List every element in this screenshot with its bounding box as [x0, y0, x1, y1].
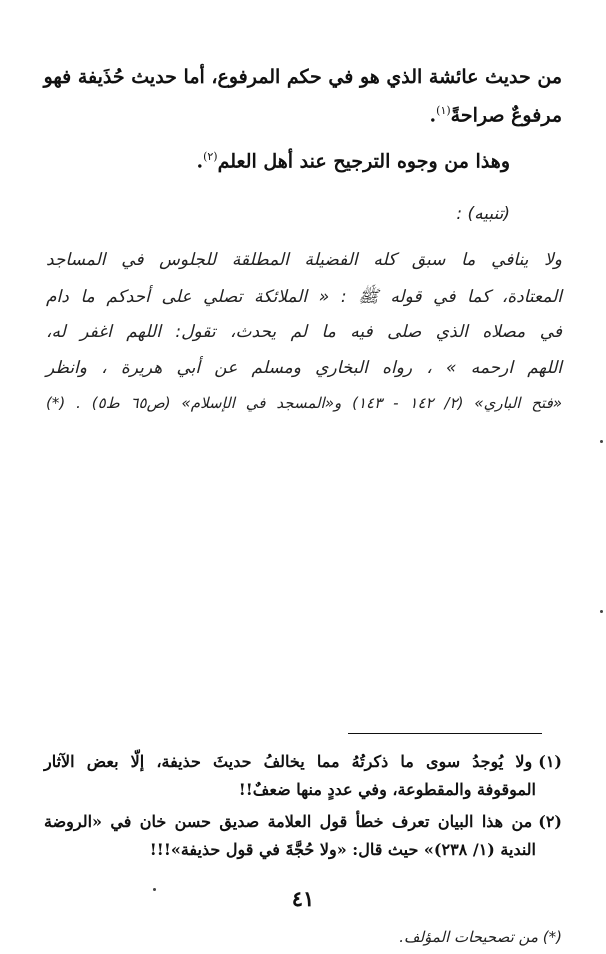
footnote-1-number: (١) [538, 752, 562, 771]
footnote-separator [348, 733, 542, 734]
scan-mark [153, 888, 156, 891]
footnote-2-number: (٢) [538, 812, 562, 831]
scan-mark [600, 610, 603, 613]
handwritten-line-2: المعتادة، كما في قوله ﷺ : « الملائكة تصلي على أحدكم ما دام [46, 287, 562, 307]
main-text-line-3-end: . [196, 150, 204, 173]
main-text-line-3 [196, 150, 510, 172]
page-number: ٤١ [291, 886, 315, 911]
footnote-1-line-2: الموقوفة والمقطوعة، وفي عددٍ منها ضعفٌ!! [238, 780, 536, 799]
footnote-1-text-1: ولا يُوجدُ سوى ما ذكرتُهُ مما يخالفُ حديثَ حذيفة، إلّا بعض الآثار [44, 752, 533, 771]
handwritten-heading: (تنبيه) : [456, 204, 510, 224]
main-text-line-2-body: مرفوعٌ صراحةً [450, 104, 562, 127]
main-text-line-2 [430, 104, 562, 126]
footnote-1-line-1 [44, 752, 562, 771]
handwritten-line-5: «فتح الباري» (٢/ ١٤٢ - ١٤٣) و«المسجد في الإسلام» (ص٦٥ ط٥) . (*) [46, 394, 562, 412]
footnote-2-line-2: الندية (١/ ٢٣٨)» حيث قال: «ولا حُجَّةَ في قول حذيفة»!!! [149, 840, 536, 859]
author-correction-note: (*) من تصحيحات المؤلف. [399, 928, 562, 946]
footnote-2-line-1 [44, 812, 562, 831]
footnote-ref-2[interactable]: (٢) [203, 150, 218, 163]
scan-mark [600, 440, 603, 443]
handwritten-line-1: ولا ينافي ما سبق كله الفضيلة المطلقة للجلوس في المساجد [46, 250, 562, 270]
main-text-line-2-end: . [429, 104, 437, 127]
footnote-ref-1[interactable]: (١) [436, 104, 451, 117]
footnote-2-text-1: من هذا البيان تعرف خطأ قول العلامة صديق حسن خان في «الروضة [44, 812, 533, 831]
handwritten-line-3: في مصلاه الذي صلى فيه ما لم يحدث، تقول: اللهم اغفر له، [46, 322, 562, 342]
main-text-line-1: من حديث عائشة الذي هو في حكم المرفوع، أما حديث حُذَيفة فهو [43, 66, 562, 88]
handwritten-line-4: اللهم ارحمه » ، رواه البخاري ومسلم عن أبي هريرة ، وانظر [46, 358, 562, 378]
main-text-line-3-body: وهذا من وجوه الترجيح عند أهل العلم [217, 150, 510, 173]
